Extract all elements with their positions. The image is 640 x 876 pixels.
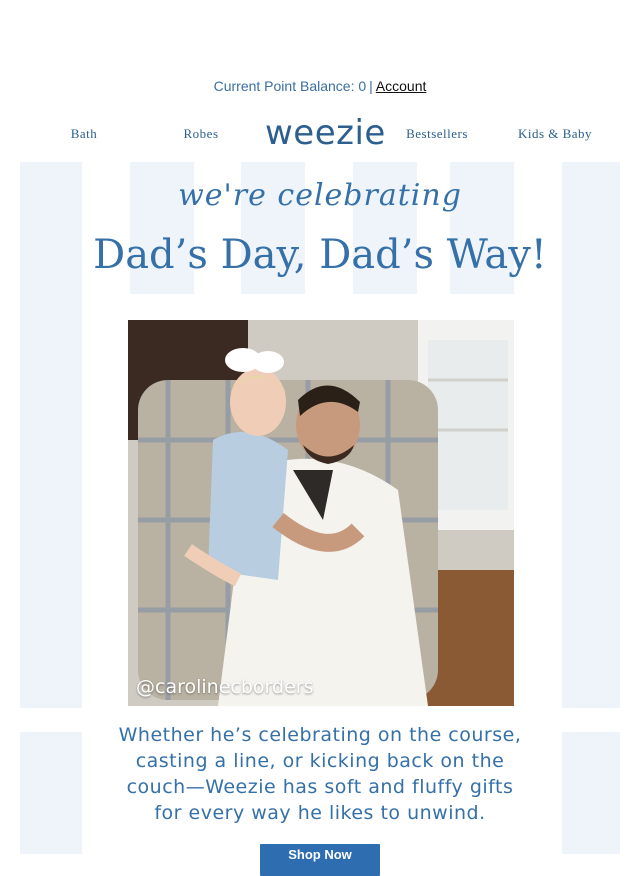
shop-now-button[interactable]: Shop Now [260, 844, 380, 876]
nav-item-bath[interactable]: Bath [70, 126, 98, 141]
page-title: Dad’s Day, Dad’s Way! [93, 232, 547, 278]
account-link[interactable]: Account [375, 78, 427, 94]
photo-credit: @carolinecborders [136, 676, 314, 698]
script-heading: we're celebrating [178, 178, 462, 213]
hero-photo[interactable] [128, 320, 514, 706]
stripe [20, 732, 82, 854]
nav-item-bestsellers[interactable]: Bestsellers [406, 126, 468, 141]
hero-photo-illustration [128, 320, 514, 706]
body-copy: Whether he’s celebrating on the course, casting a line, or kicking back on the couch—Weezie has soft and fluffy gifts for every way he likes to unwind. [118, 724, 522, 824]
point-balance-text: Current Point Balance: 0 [213, 78, 367, 94]
point-balance-bar [0, 78, 640, 94]
separator: | [369, 78, 373, 94]
weezie-logo[interactable]: weezie [265, 113, 386, 153]
stripe [562, 732, 620, 854]
nav-item-kids-baby[interactable]: Kids & Baby [517, 126, 593, 141]
main-nav [0, 110, 640, 160]
nav-item-robes[interactable]: Robes [183, 126, 219, 141]
